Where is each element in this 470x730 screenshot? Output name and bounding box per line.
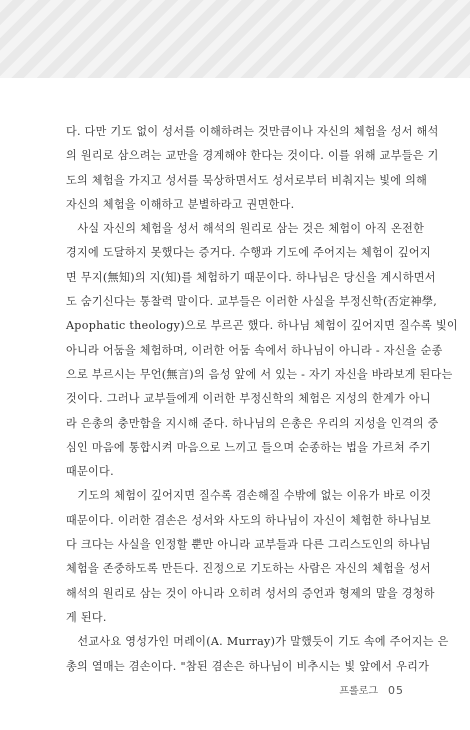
body-line: 면 무지(無知)의 지(知)를 체험하기 때문이다. 하나님은 당신을 계시하면서 [66,270,436,284]
body-line: Apophatic theology)으로 부르곤 했다. 하나님 체험이 깊어지면 질수록 빛이 [66,319,458,333]
body-line: 심인 마음에 통합시켜 마음으로 느끼고 들으며 순종하는 법을 가르쳐 주기 [66,440,431,454]
body-line: 자신의 체험을 이해하고 분별하라고 권면한다. [66,197,295,211]
body-line: 선교사요 영성가인 머레이(A. Murray)가 말했듯이 기도 속에 주어지는 은 [66,635,449,649]
header-pattern-band [0,0,470,78]
body-line: 게 된다. [66,610,107,624]
body-line: 것이다. 그러나 교부들에게 이러한 부정신학의 체험은 지성의 한계가 아니 [66,392,431,406]
body-line: 으로 부르시는 무언(無言)의 음성 앞에 서 있는 - 자기 자신을 바라보게 된다는 [66,367,453,381]
body-line: 도의 체험을 가지고 성서를 묵상하면서도 성서로부터 비춰지는 빛에 의해 [66,173,428,187]
page-number: 05 [388,684,404,697]
section-label: 프롤로그 [339,686,378,697]
body-line: 경지에 도달하지 못했다는 증거다. 수행과 기도에 주어지는 체험이 깊어지 [66,246,431,260]
body-text [66,120,458,679]
body-line: 아니라 어둠을 체험하며, 이러한 어둠 속에서 하나님이 아니라 - 자신을 순종 [66,343,443,357]
body-line: 총의 열매는 겸손이다. "참된 겸손은 하나님이 비추시는 빛 앞에서 우리가 [66,659,430,673]
body-line: 체험을 존중하도록 만든다. 진정으로 기도하는 사람은 자신의 체험을 성서 [66,562,431,576]
body-line: 라 은총의 충만함을 지시해 준다. 하나님의 은총은 우리의 지성을 인격의 중 [66,416,439,430]
body-line: 다. 다만 기도 없이 성서를 이해하려는 것만큼이나 자신의 체험을 성서 해석 [66,125,439,138]
body-line: 의 원리로 삼으려는 교만을 경계해야 한다는 것이다. 이를 위해 교부들은 기 [66,149,439,163]
body-line: 다 크다는 사실을 인정할 뿐만 아니라 교부들과 다른 그리스도인의 하나님 [66,538,431,552]
body-line: 기도의 체험이 깊어지면 질수록 겸손해질 수밖에 없는 이유가 바로 이것 [66,489,432,503]
page-footer [339,682,404,697]
body-line: 사실 자신의 체험을 성서 해석의 원리로 삼는 것은 체험이 아직 온전한 [66,222,425,236]
body-line: 해석의 원리로 삼는 것이 아니라 오히려 성서의 증언과 형제의 말을 경청하 [66,586,435,600]
body-line: 때문이다. 이러한 겸손은 성서와 사도의 하나님이 자신이 체험한 하나님보 [66,513,431,527]
body-line: 때문이다. [66,465,114,479]
body-line: 도 숨기신다는 통찰력 말이다. 교부들은 이러한 사실을 부정신학(否定神學, [66,295,438,309]
